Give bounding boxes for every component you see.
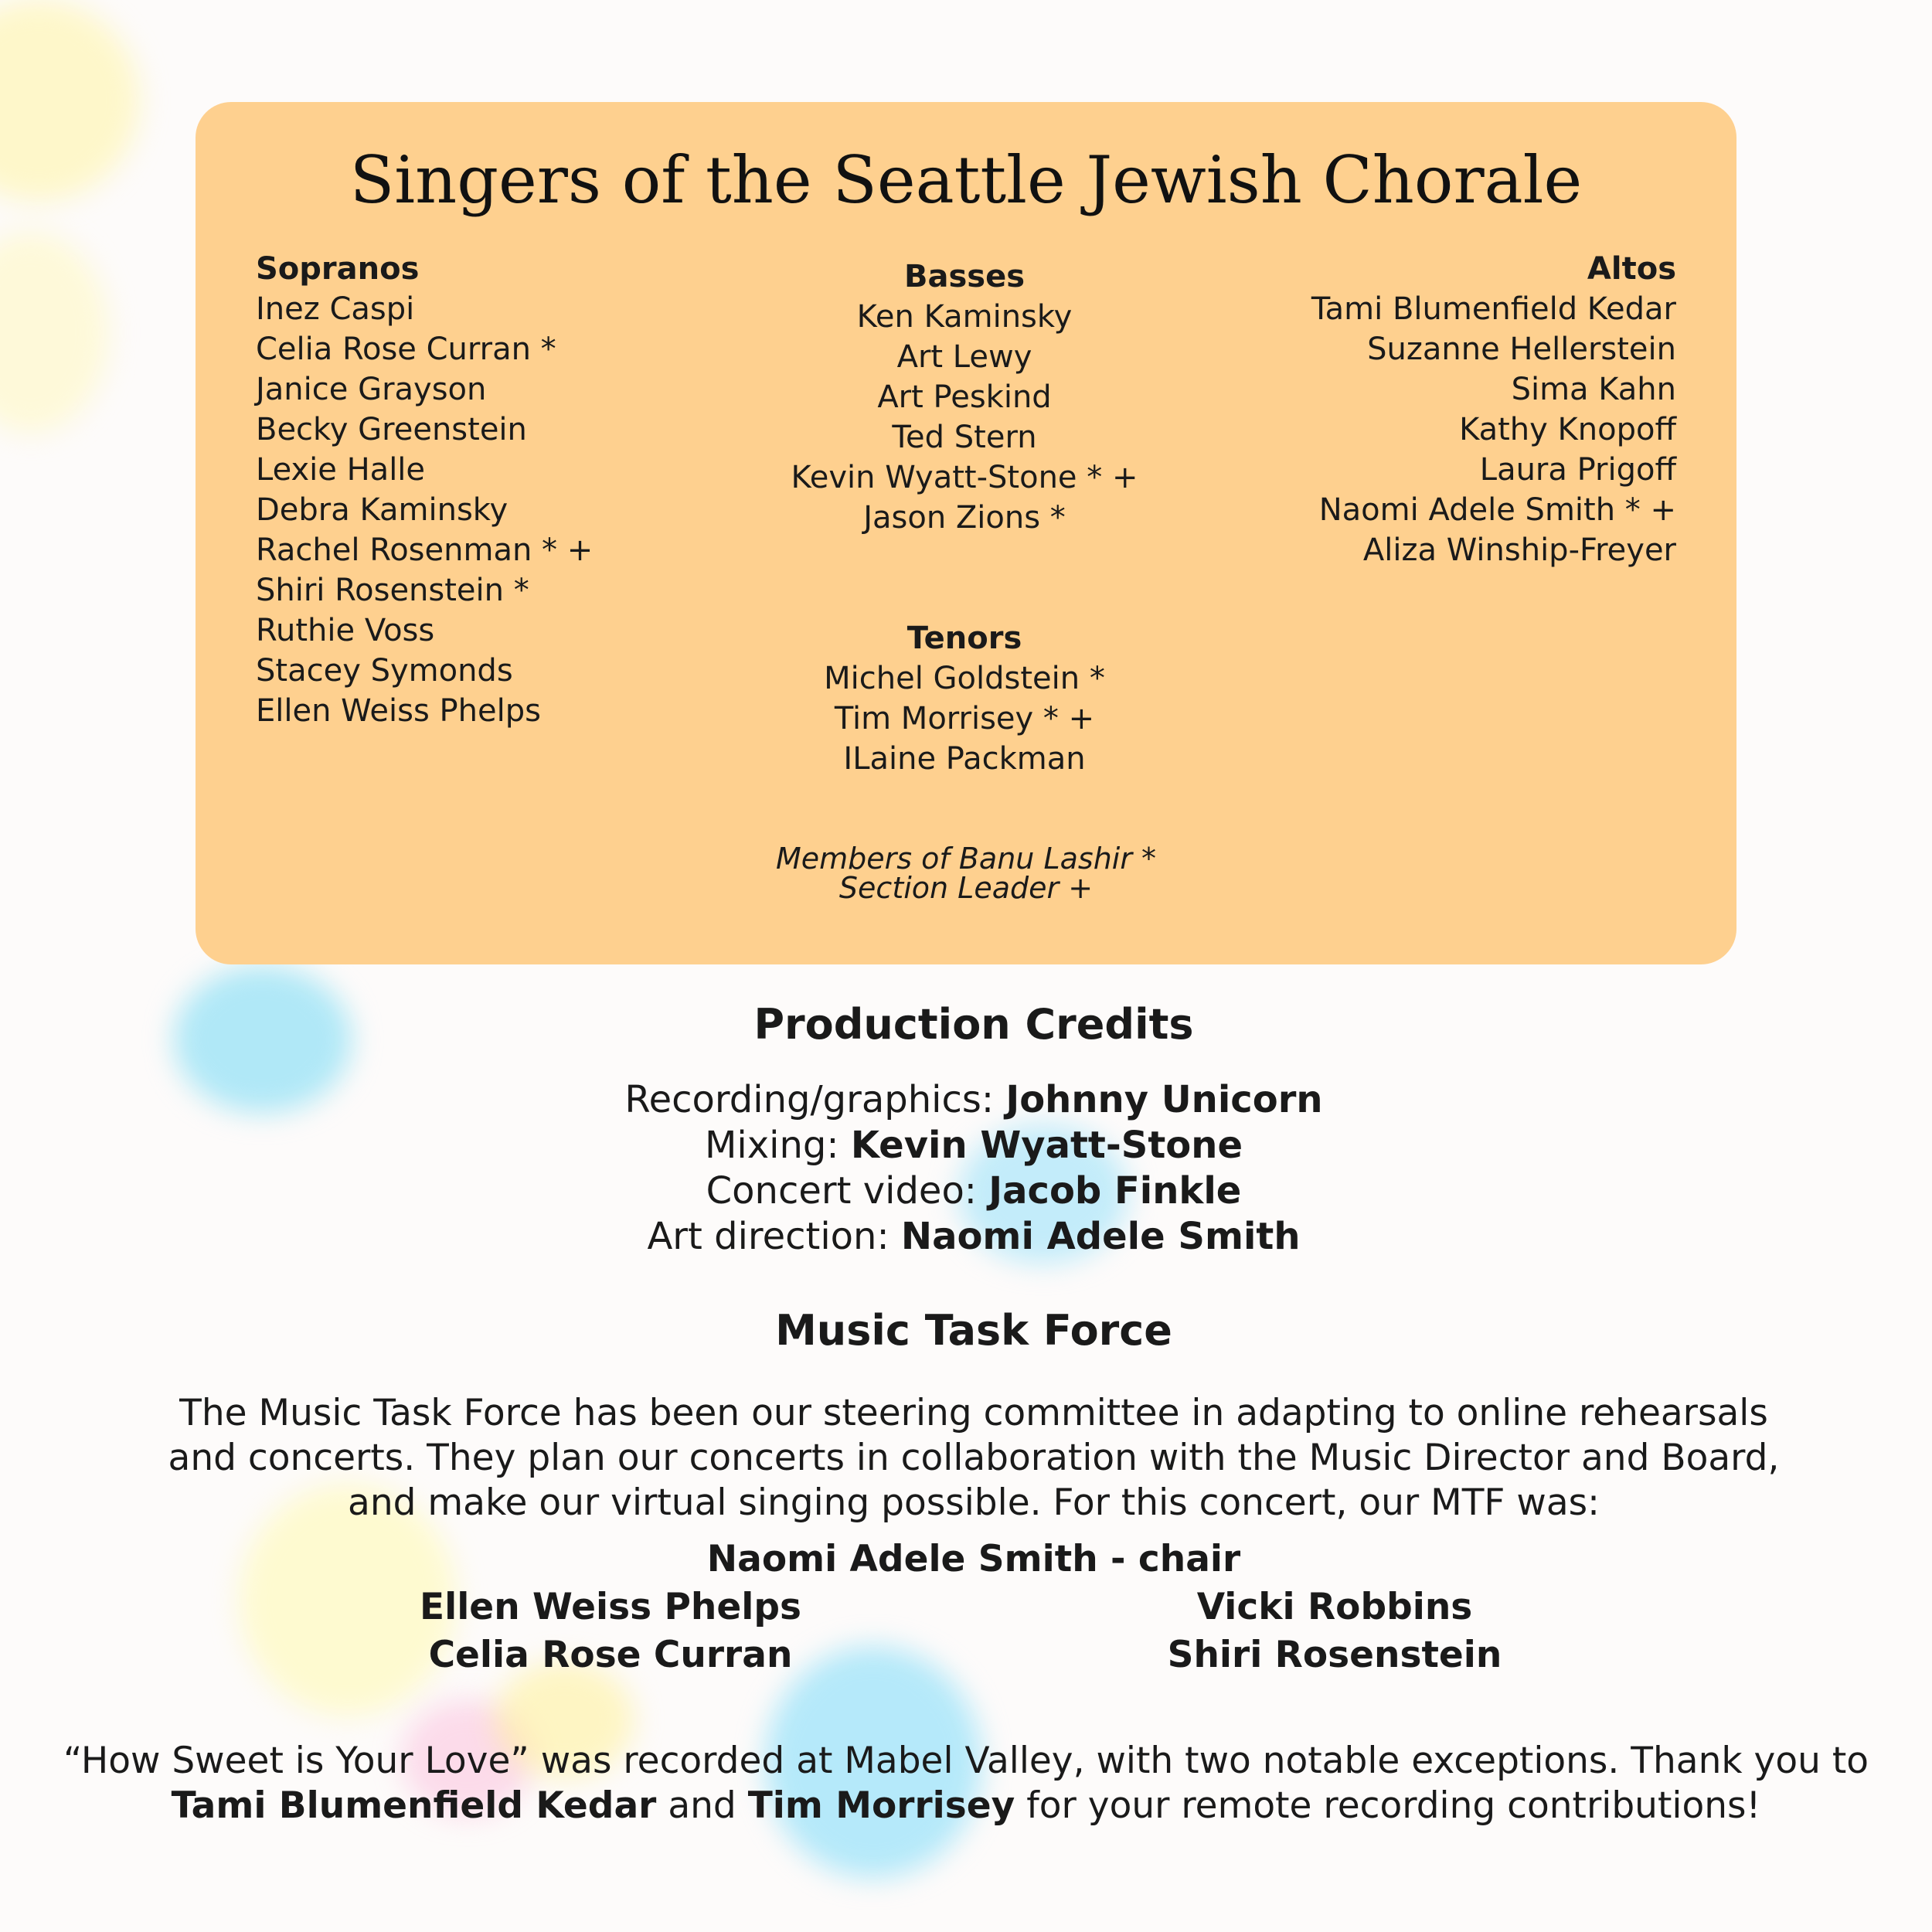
bass-member: Art Peskind [877, 379, 1052, 415]
tenor-member: Tim Morrisey * + [834, 701, 1095, 736]
mtf-chair: Naomi Adele Smith - chair [706, 1538, 1241, 1580]
altos-heading: Altos [1587, 251, 1676, 287]
music-task-force-heading: Music Task Force [775, 1306, 1172, 1355]
soprano-member: Shiri Rosenstein * [256, 573, 529, 608]
choir-title: Singers of the Seattle Jewish Chorale [349, 142, 1583, 218]
basses-column [733, 257, 1196, 538]
alto-member: Laura Prigoff [1479, 452, 1676, 488]
credit-name: Naomi Adele Smith [900, 1215, 1301, 1258]
remote-contributor: Tim Morrisey [747, 1784, 1015, 1827]
alto-member: Sima Kahn [1511, 372, 1676, 407]
credit-line [0, 1214, 1932, 1260]
soprano-member: Ellen Weiss Phelps [256, 693, 541, 729]
production-credits-heading: Production Credits [753, 1000, 1194, 1049]
bass-member: Ken Kaminsky [856, 299, 1073, 335]
watercolor-blob [0, 0, 139, 201]
mtf-description: The Music Task Force has been our steering committee in adapting to online rehearsals and concerts. They plan our concerts in collaboration with the Music Director and Board, and make our virtual singing possible. For this concert, our MTF was: [168, 1392, 1780, 1524]
soprano-member: Debra Kaminsky [256, 492, 509, 528]
recording-note-text: “How Sweet is Your Love” was recorded at Mabel Valley, with two notable exceptions. Thank you to [63, 1740, 1869, 1782]
recording-note-text: for your remote recording contributions! [1026, 1784, 1761, 1827]
credit-line [0, 1077, 1932, 1123]
basses-heading: Basses [903, 259, 1026, 294]
bass-member: Art Lewy [896, 339, 1032, 375]
credit-role: Concert video: [706, 1169, 977, 1213]
tenors-heading: Tenors [906, 621, 1022, 656]
sopranos-heading: Sopranos [256, 251, 420, 287]
mtf-member: Ellen Weiss Phelps [419, 1586, 801, 1628]
soprano-member: Janice Grayson [256, 372, 487, 407]
altos-column [1311, 249, 1676, 570]
mtf-member: Vicki Robbins [1196, 1586, 1473, 1628]
production-credits [0, 1077, 1932, 1260]
tenor-member: ILaine Packman [843, 741, 1086, 777]
recording-note-conj: and [668, 1784, 736, 1827]
tenor-member: Michel Goldstein * [824, 661, 1105, 696]
soprano-member: Becky Greenstein [256, 412, 527, 447]
bass-member: Jason Zions * [863, 500, 1066, 536]
credit-name: Jacob Finkle [988, 1169, 1242, 1213]
remote-contributor: Tami Blumenfield Kedar [171, 1784, 657, 1827]
alto-member: Suzanne Hellerstein [1367, 332, 1676, 367]
legend-section-leader: Section Leader + [838, 871, 1094, 905]
alto-member: Tami Blumenfield Kedar [1311, 291, 1676, 327]
soprano-member: Stacey Symonds [256, 653, 513, 689]
alto-member: Kathy Knopoff [1459, 412, 1676, 447]
soprano-member: Ruthie Voss [256, 613, 435, 648]
recording-note [46, 1739, 1886, 1828]
soprano-member: Rachel Rosenman * + [256, 532, 594, 568]
legend-banu-lashir: Members of Banu Lashir * [775, 842, 1157, 876]
mtf-member: Celia Rose Curran [428, 1634, 793, 1676]
symbol-legend [196, 844, 1736, 903]
credit-role: Art direction: [647, 1215, 889, 1258]
bass-member: Kevin Wyatt-Stone * + [791, 460, 1138, 495]
alto-member: Aliza Winship-Freyer [1362, 532, 1676, 568]
watercolor-blob [0, 232, 108, 433]
tenors-column [733, 618, 1196, 779]
choir-panel [196, 102, 1736, 964]
sopranos-column [256, 249, 593, 731]
mtf-member: Shiri Rosenstein [1167, 1634, 1502, 1676]
bass-member: Ted Stern [892, 420, 1037, 455]
soprano-member: Celia Rose Curran * [256, 332, 556, 367]
credit-role: Recording/graphics: [624, 1078, 995, 1121]
soprano-member: Inez Caspi [256, 291, 415, 327]
credit-name: Kevin Wyatt-Stone [850, 1124, 1243, 1167]
credit-role: Mixing: [704, 1124, 839, 1167]
credit-line [0, 1168, 1932, 1214]
alto-member: Naomi Adele Smith * + [1318, 492, 1676, 528]
credit-name: Johnny Unicorn [1005, 1078, 1323, 1121]
soprano-member: Lexie Halle [256, 452, 426, 488]
credit-line [0, 1123, 1932, 1168]
